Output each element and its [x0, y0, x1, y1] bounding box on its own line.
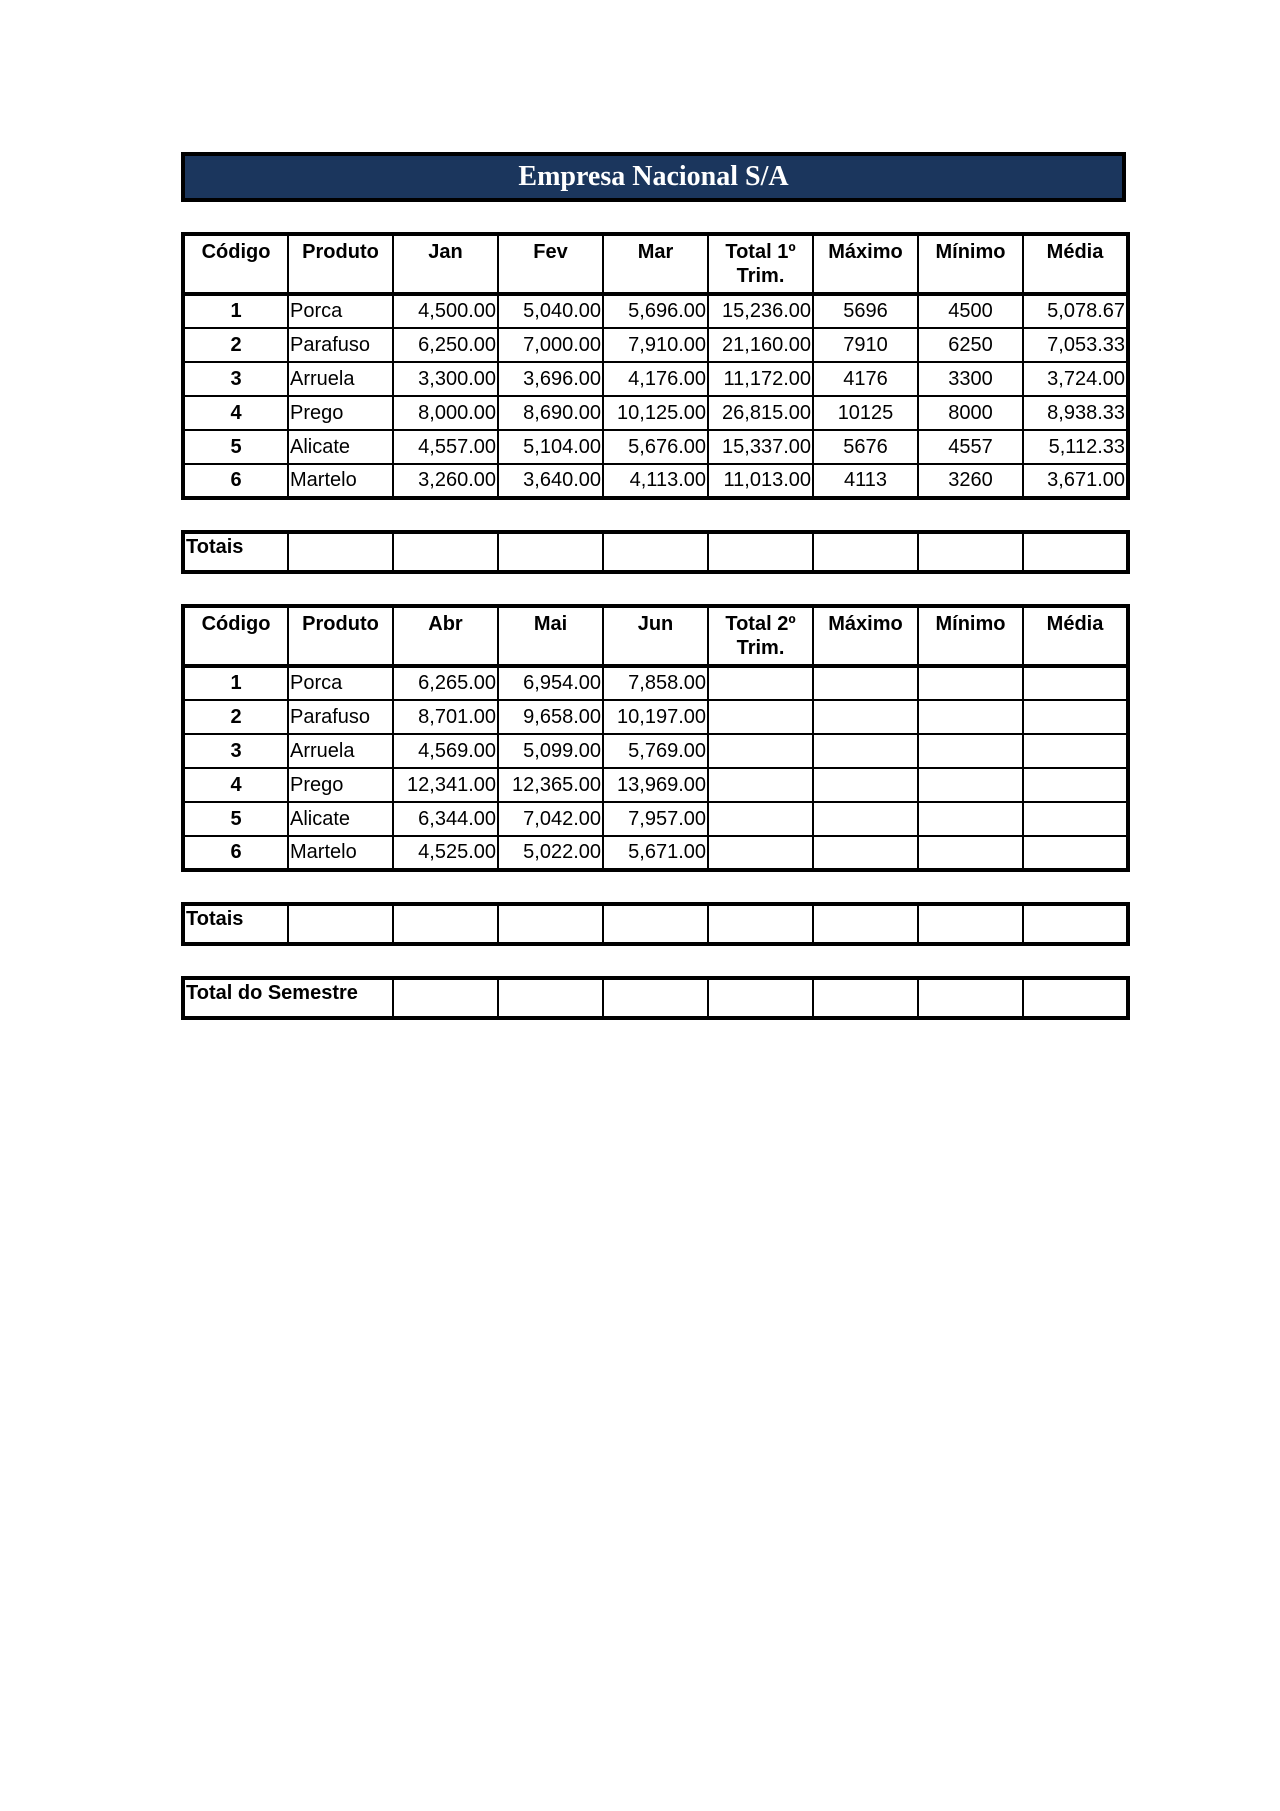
cell-month-3[interactable]: 5,671.00 — [603, 836, 708, 870]
totals-cell[interactable] — [813, 532, 918, 572]
cell-month-2[interactable]: 5,104.00 — [498, 430, 603, 464]
totals-cell[interactable] — [1023, 532, 1128, 572]
cell-codigo[interactable]: 6 — [183, 464, 288, 498]
totals-cell[interactable] — [288, 904, 393, 944]
cell-month-3[interactable]: 4,113.00 — [603, 464, 708, 498]
cell-month-3[interactable]: 10,197.00 — [603, 700, 708, 734]
cell-month-1[interactable]: 8,701.00 — [393, 700, 498, 734]
cell-month-2[interactable]: 7,042.00 — [498, 802, 603, 836]
cell-quarter-total[interactable] — [708, 802, 813, 836]
cell-codigo[interactable]: 3 — [183, 734, 288, 768]
column-header-month-3: Jun — [603, 606, 708, 666]
cell-month-1[interactable]: 6,344.00 — [393, 802, 498, 836]
cell-codigo[interactable]: 1 — [183, 294, 288, 328]
cell-month-1[interactable]: 12,341.00 — [393, 768, 498, 802]
cell-produto[interactable]: Alicate — [288, 802, 393, 836]
table-row — [183, 836, 1128, 870]
column-header-month-1: Jan — [393, 234, 498, 294]
totals-cell[interactable] — [708, 532, 813, 572]
first-quarter-totals — [181, 530, 1130, 574]
totals-cell[interactable] — [393, 532, 498, 572]
cell-codigo[interactable]: 4 — [183, 396, 288, 430]
cell-media[interactable] — [1023, 734, 1128, 768]
column-header-maximo: Máximo — [813, 234, 918, 294]
cell-codigo[interactable]: 6 — [183, 836, 288, 870]
column-header-month-3: Mar — [603, 234, 708, 294]
cell-codigo[interactable]: 5 — [183, 430, 288, 464]
cell-month-3[interactable]: 5,769.00 — [603, 734, 708, 768]
cell-minimo[interactable] — [918, 666, 1023, 700]
semester-total-cell[interactable] — [708, 978, 813, 1018]
cell-produto[interactable]: Martelo — [288, 464, 393, 498]
totals-row — [183, 532, 1128, 572]
totals-cell[interactable] — [498, 904, 603, 944]
cell-quarter-total[interactable]: 15,236.00 — [708, 294, 813, 328]
table-row — [183, 768, 1128, 802]
cell-media[interactable]: 5,112.33 — [1023, 430, 1128, 464]
cell-month-1[interactable]: 4,569.00 — [393, 734, 498, 768]
table-row — [183, 362, 1128, 396]
totals-cell[interactable] — [708, 904, 813, 944]
column-header-codigo: Código — [183, 234, 288, 294]
cell-month-1[interactable]: 6,265.00 — [393, 666, 498, 700]
column-header-month-1: Abr — [393, 606, 498, 666]
table-row — [183, 294, 1128, 328]
cell-quarter-total[interactable]: 11,013.00 — [708, 464, 813, 498]
column-header-month-2: Fev — [498, 234, 603, 294]
table-row — [183, 802, 1128, 836]
second-quarter-totals — [181, 902, 1130, 946]
cell-media[interactable]: 3,671.00 — [1023, 464, 1128, 498]
cell-minimo[interactable] — [918, 802, 1023, 836]
cell-codigo[interactable]: 2 — [183, 328, 288, 362]
cell-quarter-total[interactable] — [708, 666, 813, 700]
cell-maximo[interactable] — [813, 666, 918, 700]
cell-codigo[interactable]: 2 — [183, 700, 288, 734]
cell-month-2[interactable]: 8,690.00 — [498, 396, 603, 430]
semester-total-label: Total do Semestre — [183, 978, 393, 1018]
cell-codigo[interactable]: 1 — [183, 666, 288, 700]
cell-media[interactable]: 8,938.33 — [1023, 396, 1128, 430]
cell-minimo[interactable] — [918, 700, 1023, 734]
cell-month-2[interactable]: 5,040.00 — [498, 294, 603, 328]
cell-month-2[interactable]: 6,954.00 — [498, 666, 603, 700]
cell-minimo[interactable] — [918, 734, 1023, 768]
table-row — [183, 430, 1128, 464]
cell-codigo[interactable]: 4 — [183, 768, 288, 802]
totals-cell[interactable] — [498, 532, 603, 572]
cell-maximo[interactable] — [813, 802, 918, 836]
cell-media[interactable] — [1023, 700, 1128, 734]
table-row — [183, 328, 1128, 362]
cell-quarter-total[interactable]: 15,337.00 — [708, 430, 813, 464]
header-row — [183, 606, 1128, 666]
totals-cell[interactable] — [288, 532, 393, 572]
cell-maximo[interactable] — [813, 768, 918, 802]
cell-maximo[interactable] — [813, 836, 918, 870]
cell-month-2[interactable]: 7,000.00 — [498, 328, 603, 362]
spreadsheet-page — [181, 152, 1126, 1020]
semester-total-cell[interactable] — [813, 978, 918, 1018]
cell-month-2[interactable]: 5,022.00 — [498, 836, 603, 870]
table-row — [183, 464, 1128, 498]
header-row — [183, 234, 1128, 294]
cell-produto[interactable]: Arruela — [288, 362, 393, 396]
cell-produto[interactable]: Porca — [288, 666, 393, 700]
cell-media[interactable] — [1023, 666, 1128, 700]
totals-label: Totais — [183, 904, 288, 944]
column-header-produto: Produto — [288, 606, 393, 666]
cell-maximo[interactable]: 4113 — [813, 464, 918, 498]
cell-month-3[interactable]: 5,696.00 — [603, 294, 708, 328]
cell-produto[interactable]: Parafuso — [288, 700, 393, 734]
table-row — [183, 700, 1128, 734]
cell-maximo[interactable]: 7910 — [813, 328, 918, 362]
cell-produto[interactable]: Prego — [288, 396, 393, 430]
column-header-maximo: Máximo — [813, 606, 918, 666]
column-header-month-2: Mai — [498, 606, 603, 666]
table-row — [183, 734, 1128, 768]
cell-produto[interactable]: Alicate — [288, 430, 393, 464]
first-quarter-table — [181, 232, 1130, 500]
semester-total-cell[interactable] — [498, 978, 603, 1018]
cell-month-3[interactable]: 10,125.00 — [603, 396, 708, 430]
column-header-produto: Produto — [288, 234, 393, 294]
column-header-quarter-total: Total 1º Trim. — [708, 234, 813, 294]
cell-quarter-total[interactable]: 21,160.00 — [708, 328, 813, 362]
cell-quarter-total[interactable]: 26,815.00 — [708, 396, 813, 430]
totals-cell[interactable] — [603, 532, 708, 572]
semester-total-table — [181, 976, 1130, 1020]
cell-month-2[interactable]: 5,099.00 — [498, 734, 603, 768]
cell-minimo[interactable]: 3300 — [918, 362, 1023, 396]
column-header-minimo: Mínimo — [918, 606, 1023, 666]
semester-total-row — [183, 978, 1128, 1018]
totals-label: Totais — [183, 532, 288, 572]
column-header-media: Média — [1023, 606, 1128, 666]
cell-month-3[interactable]: 4,176.00 — [603, 362, 708, 396]
cell-month-1[interactable]: 3,300.00 — [393, 362, 498, 396]
company-title: Empresa Nacional S/A — [181, 152, 1126, 202]
second-quarter-table — [181, 604, 1130, 872]
cell-produto[interactable]: Arruela — [288, 734, 393, 768]
semester-total-cell[interactable] — [1023, 978, 1128, 1018]
totals-cell[interactable] — [1023, 904, 1128, 944]
cell-month-1[interactable]: 4,500.00 — [393, 294, 498, 328]
totals-cell[interactable] — [918, 904, 1023, 944]
cell-media[interactable]: 7,053.33 — [1023, 328, 1128, 362]
semester-total-cell[interactable] — [393, 978, 498, 1018]
cell-maximo[interactable]: 10125 — [813, 396, 918, 430]
cell-month-2[interactable]: 9,658.00 — [498, 700, 603, 734]
cell-minimo[interactable]: 4500 — [918, 294, 1023, 328]
cell-quarter-total[interactable] — [708, 700, 813, 734]
cell-produto[interactable]: Prego — [288, 768, 393, 802]
cell-codigo[interactable]: 3 — [183, 362, 288, 396]
cell-produto[interactable]: Martelo — [288, 836, 393, 870]
cell-media[interactable] — [1023, 836, 1128, 870]
cell-month-1[interactable]: 4,557.00 — [393, 430, 498, 464]
cell-month-2[interactable]: 12,365.00 — [498, 768, 603, 802]
cell-month-1[interactable]: 3,260.00 — [393, 464, 498, 498]
column-header-minimo: Mínimo — [918, 234, 1023, 294]
semester-total-cell[interactable] — [603, 978, 708, 1018]
column-header-media: Média — [1023, 234, 1128, 294]
cell-month-3[interactable]: 7,957.00 — [603, 802, 708, 836]
cell-quarter-total[interactable] — [708, 836, 813, 870]
cell-month-3[interactable]: 13,969.00 — [603, 768, 708, 802]
totals-row — [183, 904, 1128, 944]
cell-minimo[interactable]: 8000 — [918, 396, 1023, 430]
cell-produto[interactable]: Porca — [288, 294, 393, 328]
cell-minimo[interactable] — [918, 768, 1023, 802]
totals-cell[interactable] — [603, 904, 708, 944]
cell-minimo[interactable]: 6250 — [918, 328, 1023, 362]
cell-maximo[interactable] — [813, 734, 918, 768]
cell-maximo[interactable] — [813, 700, 918, 734]
cell-month-1[interactable]: 4,525.00 — [393, 836, 498, 870]
semester-total-cell[interactable] — [918, 978, 1023, 1018]
cell-month-3[interactable]: 5,676.00 — [603, 430, 708, 464]
cell-month-2[interactable]: 3,640.00 — [498, 464, 603, 498]
cell-media[interactable] — [1023, 768, 1128, 802]
cell-media[interactable]: 5,078.67 — [1023, 294, 1128, 328]
cell-quarter-total[interactable] — [708, 768, 813, 802]
totals-cell[interactable] — [918, 532, 1023, 572]
cell-minimo[interactable] — [918, 836, 1023, 870]
cell-month-1[interactable]: 8,000.00 — [393, 396, 498, 430]
totals-cell[interactable] — [393, 904, 498, 944]
cell-maximo[interactable]: 5696 — [813, 294, 918, 328]
cell-maximo[interactable]: 4176 — [813, 362, 918, 396]
cell-minimo[interactable]: 3260 — [918, 464, 1023, 498]
cell-month-1[interactable]: 6,250.00 — [393, 328, 498, 362]
cell-media[interactable] — [1023, 802, 1128, 836]
column-header-codigo: Código — [183, 606, 288, 666]
cell-month-3[interactable]: 7,858.00 — [603, 666, 708, 700]
table-row — [183, 666, 1128, 700]
cell-minimo[interactable]: 4557 — [918, 430, 1023, 464]
cell-produto[interactable]: Parafuso — [288, 328, 393, 362]
cell-maximo[interactable]: 5676 — [813, 430, 918, 464]
cell-quarter-total[interactable]: 11,172.00 — [708, 362, 813, 396]
cell-month-3[interactable]: 7,910.00 — [603, 328, 708, 362]
cell-codigo[interactable]: 5 — [183, 802, 288, 836]
cell-media[interactable]: 3,724.00 — [1023, 362, 1128, 396]
totals-cell[interactable] — [813, 904, 918, 944]
table-row — [183, 396, 1128, 430]
cell-month-2[interactable]: 3,696.00 — [498, 362, 603, 396]
column-header-quarter-total: Total 2º Trim. — [708, 606, 813, 666]
cell-quarter-total[interactable] — [708, 734, 813, 768]
